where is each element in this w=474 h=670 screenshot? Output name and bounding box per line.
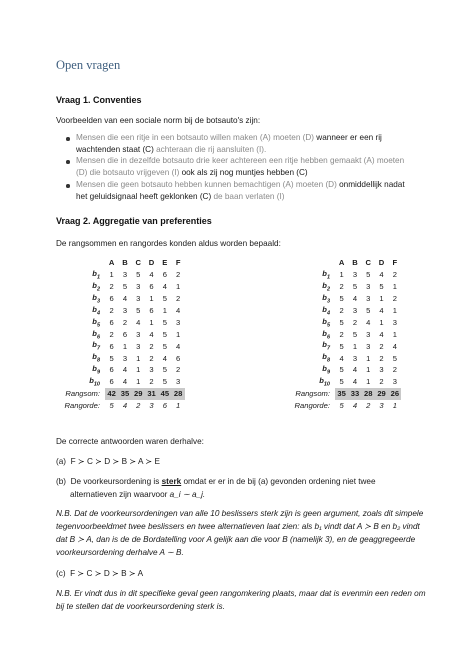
table-cell: 1 [162, 306, 167, 315]
table-cell: 6 [162, 270, 167, 280]
table-cell: 6 [149, 306, 154, 315]
table-cell: 3 [366, 294, 371, 304]
rangsom-value: 28 [171, 388, 184, 400]
answer-b-line2: alternatieven zijn waarvoor a_i ∼ a_j. [70, 490, 206, 499]
table-cell: 1 [366, 377, 371, 387]
table-cell: 2 [379, 377, 384, 387]
rangsom-value: 33 [348, 388, 361, 400]
table-cell: 2 [149, 341, 154, 351]
table-cell: 5 [136, 270, 141, 280]
column-header: E [162, 258, 168, 268]
bullet-dot [66, 160, 70, 164]
table-header-row [56, 257, 185, 269]
row-label: $b_9$ [322, 364, 330, 376]
rangsom-value: 35 [335, 388, 348, 400]
row-label: $b_4$ [322, 304, 330, 317]
table-row [264, 364, 401, 376]
bullet-dot [66, 184, 70, 188]
table-cell: 3 [366, 329, 371, 339]
table-cell: 2 [392, 270, 397, 280]
table-row [56, 293, 185, 305]
nb2-line1: N.B. Er vindt dus in dit specifieke geval geen rangomkering plaats, maar dat is evenmin een reden om [56, 589, 426, 598]
rangsom-value: 26 [388, 388, 401, 400]
rangorde-value: 1 [176, 401, 181, 411]
table-cell: 1 [352, 341, 358, 351]
row-label: $b_4$ [92, 304, 100, 317]
table-cell: 3 [136, 341, 141, 351]
rangsom-value: 28 [362, 388, 375, 400]
rangsom-value: 29 [132, 388, 145, 400]
table-row [264, 269, 401, 281]
table-cell: 2 [109, 306, 114, 315]
table-cell: 4 [149, 270, 154, 280]
table-cell: 3 [176, 377, 181, 387]
table-cell: 1 [392, 282, 397, 292]
rangorde-value: 3 [149, 401, 154, 411]
table-cell: 6 [109, 365, 114, 375]
row-label: $b_3$ [92, 292, 100, 305]
row-label: $b_2$ [92, 280, 100, 293]
answer-a: (a) F ≻ C ≻ D ≻ B ≻ A ≻ E [56, 457, 160, 466]
rangsom-value: 31 [145, 388, 158, 400]
row-label: $b_8$ [322, 352, 330, 364]
table-cell: 4 [339, 353, 344, 363]
table-row [56, 364, 185, 376]
table-cell: 4 [176, 306, 181, 315]
rangorde-value: 4 [352, 401, 358, 411]
table-cell: 3 [392, 317, 397, 327]
bullet-dot [66, 137, 70, 141]
table-cell: 1 [149, 317, 154, 327]
table-cell: 4 [352, 365, 358, 375]
table-cell: 1 [149, 294, 154, 304]
table-cell: 2 [392, 365, 397, 375]
table-cell: 4 [379, 306, 384, 315]
table-cell: 3 [392, 377, 397, 387]
table-cell: 1 [392, 329, 397, 339]
table-cell: 3 [136, 329, 141, 339]
table-cell: 1 [136, 377, 141, 387]
table-cell: 2 [379, 341, 384, 351]
table-cell: 5 [136, 306, 141, 315]
rangsom-value: 35 [118, 388, 131, 400]
table-cell: 3 [136, 294, 141, 304]
rangorde-value: 6 [162, 401, 167, 411]
table-cell: 3 [379, 365, 384, 375]
table-row [56, 376, 185, 388]
rank-table-left [56, 257, 185, 412]
table-cell: 6 [176, 353, 181, 363]
table-cell: 5 [109, 353, 114, 363]
answers-intro: De correcte antwoorden waren derhalve: [56, 437, 204, 446]
table-cell: 2 [176, 270, 181, 280]
rangsom-row [56, 388, 185, 400]
table-row [264, 376, 401, 388]
table-cell: 5 [392, 353, 397, 363]
table-cell: 2 [109, 329, 114, 339]
table-cell: 3 [352, 270, 358, 280]
table-cell: 2 [149, 353, 154, 363]
table-cell: 4 [379, 329, 384, 339]
rangsom-value: 45 [158, 388, 171, 400]
rangorde-value: 3 [379, 401, 384, 411]
rank-table-right [264, 257, 401, 412]
q1-heading: Vraag 1. Conventies [56, 95, 142, 105]
table-cell: 6 [122, 329, 128, 339]
row-label: $b_{10}$ [319, 376, 330, 388]
table-cell: 5 [352, 282, 358, 292]
rangorde-value: 1 [392, 401, 397, 411]
table-cell: 1 [109, 270, 114, 280]
table-corner [56, 257, 105, 269]
page-title: Open vragen [56, 58, 121, 72]
rangorde-value: 4 [122, 401, 128, 411]
table-cell: 1 [366, 365, 371, 375]
table-cell: 2 [109, 282, 114, 292]
table-cell: 5 [352, 329, 358, 339]
rangsom-value: 42 [105, 388, 118, 400]
table-row [56, 352, 185, 364]
column-header: A [338, 258, 345, 268]
table-cell: 4 [176, 341, 181, 351]
table-cell: 1 [122, 341, 128, 351]
table-row [264, 293, 401, 305]
table-header-row [264, 257, 401, 269]
q1-intro: Voorbeelden van een sociale norm bij de botsauto's zijn: [56, 116, 261, 125]
table-row [56, 269, 185, 281]
table-cell: 6 [109, 341, 114, 351]
q1-bullet-3: Mensen die geen botsauto hebben kunnen bemachtigen (A) moeten (D) onmiddellijk nadat het geluidsignaal heeft geklonken (C) de baan verlaten (I) [76, 180, 405, 201]
table-row [264, 340, 401, 352]
rangorde-row [56, 400, 185, 412]
table-cell: 4 [352, 294, 358, 304]
table-cell: 2 [149, 377, 154, 387]
column-header: D [378, 258, 385, 268]
rangorde-value: 5 [109, 401, 114, 411]
column-header: D [148, 258, 155, 268]
table-cell: 5 [162, 317, 167, 327]
table-cell: 1 [176, 329, 181, 339]
table-cell: 3 [366, 282, 371, 292]
nb1-line4: voorkeursordening derhalve A ∼ B. [56, 548, 184, 557]
rangsom-value: 29 [375, 388, 388, 400]
table-cell: 3 [136, 282, 141, 292]
table-cell: 4 [366, 317, 371, 327]
table-cell: 3 [352, 306, 358, 315]
table-row [264, 328, 401, 340]
table-cell: 5 [162, 329, 167, 339]
rangsom-row [264, 388, 401, 400]
table-row [56, 328, 185, 340]
table-row [264, 316, 401, 328]
table-cell: 4 [149, 329, 154, 339]
table-corner [264, 257, 335, 269]
nb2-line2: bij te stellen dat de voorkeursordening sterk is. [56, 602, 225, 611]
table-cell: 5 [162, 365, 167, 375]
q1-bullet-2: Mensen die in dezelfde botsauto drie keer achtereen een ritje hebben gemaakt (A) moeten (D) die botsauto vrijgeven (I) ook als zij nog muntjes hebben (C) [76, 156, 405, 177]
table-cell: 3 [122, 353, 128, 363]
table-cell: 5 [162, 377, 167, 387]
rangorde-label: Rangorde: [64, 401, 100, 411]
row-label: $b_3$ [322, 292, 330, 305]
table-cell: 1 [176, 282, 181, 292]
table-cell: 1 [392, 306, 397, 315]
table-cell: 4 [162, 282, 167, 292]
table-cell: 6 [149, 282, 154, 292]
table-cell: 3 [366, 341, 371, 351]
column-header: B [352, 258, 358, 268]
nb1-line3: dat B ≻ A, dan is de de Bordatelling voor A gelijk aan die voor B (namelijk 3), en de geaggregeerde [56, 535, 416, 544]
table-cell: 3 [176, 317, 181, 327]
table-row [56, 305, 185, 317]
rangorde-value: 2 [366, 401, 371, 411]
row-label: $b_9$ [92, 364, 100, 376]
column-header: F [175, 258, 181, 268]
table-cell: 2 [176, 294, 181, 304]
table-cell: 3 [122, 306, 128, 315]
table-cell: 5 [339, 317, 344, 327]
table-cell: 4 [352, 377, 358, 387]
table-cell: 2 [339, 329, 344, 339]
table-cell: 2 [339, 282, 344, 292]
table-cell: 4 [122, 294, 128, 304]
rangorde-label: Rangorde: [294, 401, 330, 411]
table-cell: 4 [162, 353, 167, 363]
column-header: A [108, 258, 115, 268]
row-label: $b_1$ [92, 269, 100, 281]
column-header: C [365, 258, 371, 268]
row-label: $b_7$ [92, 340, 100, 352]
table-cell: 5 [379, 282, 384, 292]
table-cell: 4 [379, 270, 384, 280]
table-cell: 2 [176, 365, 181, 375]
q1-bullet-1: Mensen die een ritje in een botsauto willen maken (A) moeten (D) wanneer er een rij wachtenden staat (C) achteraan die rij aansluiten (I). [76, 133, 382, 154]
table-cell: 2 [339, 306, 344, 315]
table-row [264, 281, 401, 293]
table-cell: 5 [339, 341, 344, 351]
table-cell: 1 [379, 317, 384, 327]
row-label: $b_{10}$ [89, 376, 100, 388]
table-cell: 4 [122, 377, 128, 387]
table-cell: 1 [339, 270, 344, 280]
table-row [264, 352, 401, 364]
table-cell: 4 [122, 365, 128, 375]
table-cell: 5 [366, 306, 371, 315]
table-row [56, 281, 185, 293]
table-cell: 1 [379, 294, 384, 304]
row-label: $b_5$ [92, 316, 100, 329]
rangsom-label: Rangsom: [295, 389, 330, 399]
table-cell: 5 [339, 377, 344, 387]
table-cell: 5 [339, 294, 344, 304]
table-row [56, 340, 185, 352]
table-cell: 6 [109, 377, 114, 387]
table-cell: 6 [109, 317, 114, 327]
table-cell: 5 [339, 365, 344, 375]
rangorde-value: 5 [339, 401, 344, 411]
table-cell: 2 [379, 353, 384, 363]
nb1-line2: tegenvoorbeeldmet twee beslissers en twee alternatieven laat zien: als b₁ vindt dat A ≻ B en b₂ vindt [56, 522, 420, 531]
table-cell: 3 [149, 365, 154, 375]
answer-c: (c) F ≻ C ≻ D ≻ B ≻ A [56, 569, 144, 578]
table-cell: 4 [136, 317, 141, 327]
table-cell: 1 [366, 353, 371, 363]
table-cell: 1 [136, 365, 141, 375]
row-label: $b_5$ [322, 316, 330, 329]
rangorde-row [264, 400, 401, 412]
table-cell: 2 [352, 317, 358, 327]
table-cell: 3 [352, 353, 358, 363]
row-label: $b_8$ [92, 352, 100, 364]
table-cell: 5 [162, 294, 167, 304]
table-cell: 3 [122, 270, 128, 280]
nb1-line1: N.B. Dat de voorkeursordeningen van alle 10 beslissers sterk zijn is geen argument, zoals dit simpele [56, 509, 424, 518]
row-label: $b_6$ [322, 328, 330, 341]
rangsom-label: Rangsom: [65, 389, 100, 399]
table-cell: 5 [122, 282, 128, 292]
answer-b-line1: (b) De voorkeursordening is sterk omdat er er in de bij (a) gevonden ordening niet twee [56, 477, 376, 486]
column-header: F [392, 258, 398, 268]
table-cell: 2 [392, 294, 397, 304]
table-cell: 5 [162, 341, 167, 351]
table-row [56, 316, 185, 328]
table-row [264, 305, 401, 317]
column-header: B [122, 258, 128, 268]
table-cell: 4 [392, 341, 397, 351]
row-label: $b_6$ [92, 328, 100, 341]
table-cell: 1 [136, 353, 141, 363]
row-label: $b_7$ [322, 340, 330, 352]
rangorde-value: 2 [136, 401, 141, 411]
table-cell: 2 [122, 317, 128, 327]
row-label: $b_1$ [322, 269, 330, 281]
row-label: $b_2$ [322, 280, 330, 293]
q2-heading: Vraag 2. Aggregatie van preferenties [56, 216, 212, 226]
column-header: C [135, 258, 141, 268]
table-cell: 6 [109, 294, 114, 304]
q2-intro: De rangsommen en rangordes konden aldus worden bepaald: [56, 239, 281, 248]
table-cell: 5 [366, 270, 371, 280]
